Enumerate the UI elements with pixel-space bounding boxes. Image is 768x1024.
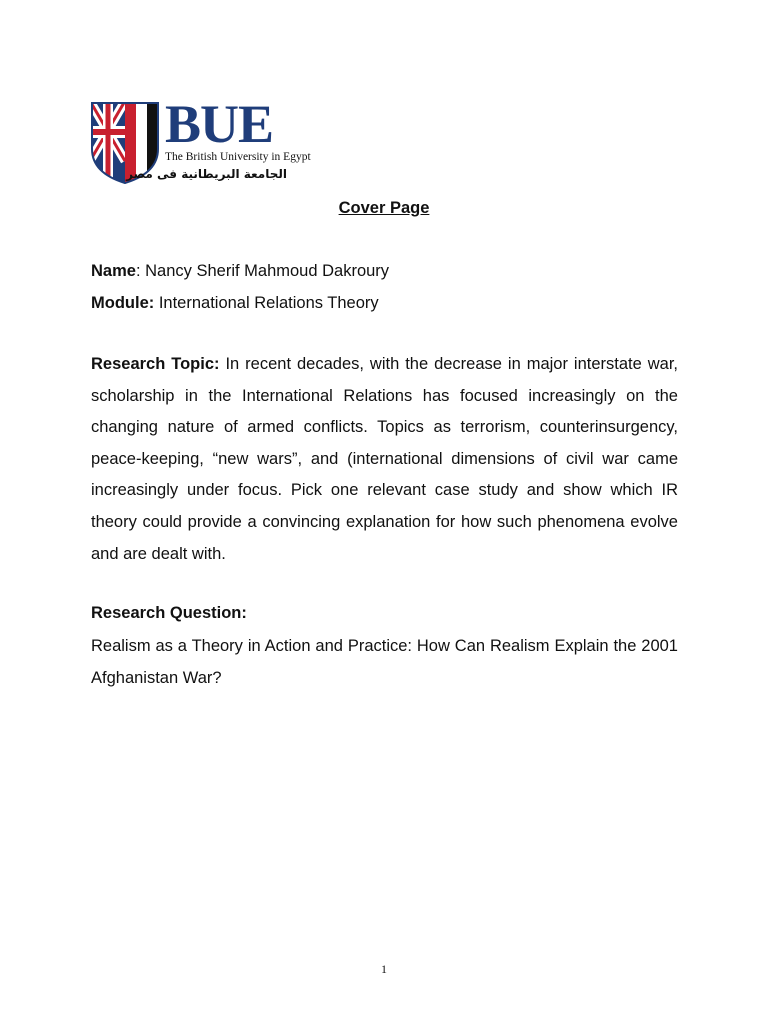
logo-wordmark: BUE (165, 94, 274, 154)
module-field (91, 294, 379, 313)
research-topic-text: In recent decades, with the decrease in major interstate war, scholarship in the International Relations has focused increasingly on the changing nature of armed conflicts. Topics as terrorism, counterinsurgency, peace-keeping, “new wars”, and (international dimensions of civil war came increasingly under focus. Pick one relevant case study and show which IR theory could provide a convincing explanation for how such phenomena evolve and are dealt with. (91, 355, 678, 563)
research-topic-label: Research Topic: (91, 355, 220, 373)
name-label: Name (91, 262, 136, 280)
module-value: International Relations Theory (154, 294, 379, 312)
cover-page-title: Cover Page (338, 199, 430, 217)
module-label: Module: (91, 294, 155, 312)
name-value: : Nancy Sherif Mahmoud Dakroury (135, 262, 390, 280)
research-question-text: Realism as a Theory in Action and Practice: How Can Realism Explain the 2001 Afghanistan War? (91, 637, 678, 687)
name-field (91, 262, 389, 281)
bue-logo (90, 94, 311, 187)
page-number: 1 (381, 962, 387, 976)
logo-tagline: The British University in Egypt (165, 151, 311, 163)
research-question-label: Research Question: (91, 604, 247, 622)
logo-arabic-tagline: الجامعة البريطانية فى مصر (126, 167, 287, 181)
research-topic-paragraph (91, 349, 678, 570)
